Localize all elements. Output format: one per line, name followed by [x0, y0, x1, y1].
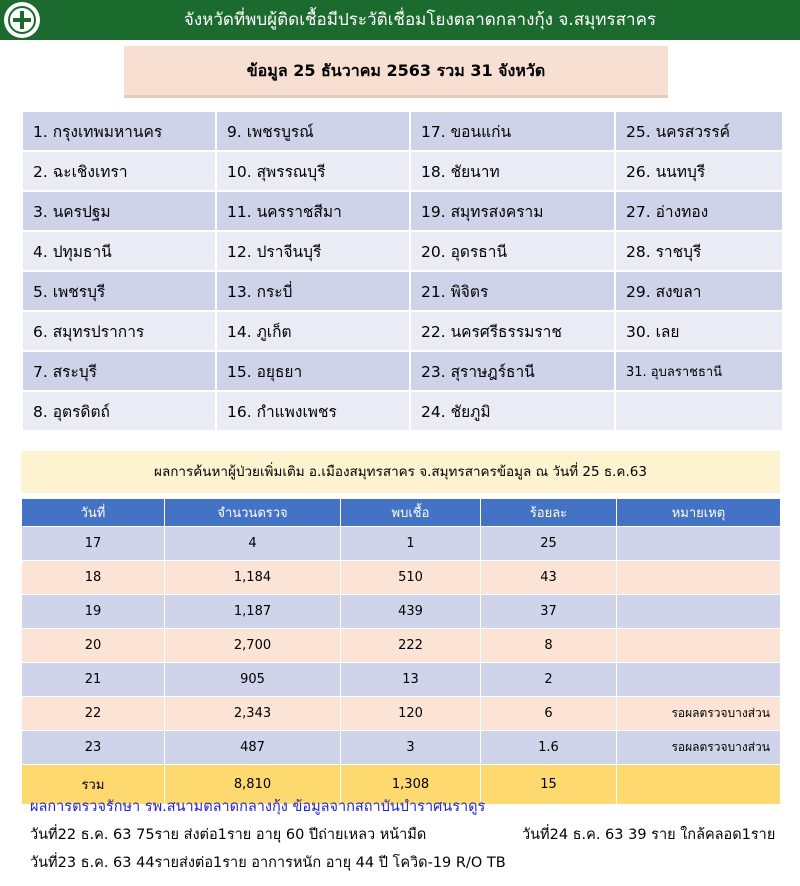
table-cell: 1,187: [165, 595, 341, 629]
col-header-percent: ร้อยละ: [481, 499, 617, 527]
province-cell: 9. เพชรบูรณ์: [216, 111, 410, 151]
ministry-logo-icon: [4, 2, 40, 38]
province-row: [22, 111, 783, 151]
province-cell: 10. สุพรรณบุรี: [216, 151, 410, 191]
province-cell: 19. สมุทรสงคราม: [410, 191, 615, 231]
province-cell: [615, 391, 783, 431]
province-row: [22, 311, 783, 351]
footer-note-22: วันที่22 ธ.ค. 63 75ราย ส่งต่อ1ราย อายุ 60 ปีถ่ายเหลว หน้ามืด: [30, 827, 427, 843]
table-cell: รอผลตรวจบางส่วน: [617, 731, 781, 765]
total-cell: 15: [481, 765, 617, 805]
province-cell: 14. ภูเก็ต: [216, 311, 410, 351]
province-cell: 11. นครราชสีมา: [216, 191, 410, 231]
province-row: [22, 351, 783, 391]
table-cell: [617, 595, 781, 629]
table-row: [22, 697, 781, 731]
col-header-date: วันที่: [22, 499, 165, 527]
province-cell: 7. สระบุรี: [22, 351, 216, 391]
table-cell: 6: [481, 697, 617, 731]
table-row: [22, 527, 781, 561]
province-cell: 23. สุราษฎร์ธานี: [410, 351, 615, 391]
province-cell: 26. นนทบุรี: [615, 151, 783, 191]
total-cell: [617, 765, 781, 805]
province-row: [22, 391, 783, 431]
table-cell: 4: [165, 527, 341, 561]
date-summary-banner: ข้อมูล 25 ธันวาคม 2563 รวม 31 จังหวัด: [124, 46, 668, 98]
province-cell: 16. กำแพงเพชร: [216, 391, 410, 431]
table-cell: 222: [341, 629, 481, 663]
table-cell: 1.6: [481, 731, 617, 765]
table-cell: 2,700: [165, 629, 341, 663]
province-cell: 29. สงขลา: [615, 271, 783, 311]
table-cell: 25: [481, 527, 617, 561]
table-row: [22, 629, 781, 663]
col-header-positive: พบเชื้อ: [341, 499, 481, 527]
page-title: จังหวัดที่พบผู้ติดเชื้อมีประวัติเชื่อมโยงตลาดกลางกุ้ง จ.สมุทรสาคร: [183, 10, 657, 30]
table-cell: 18: [22, 561, 165, 595]
table-row: [22, 595, 781, 629]
table-cell: 21: [22, 663, 165, 697]
table-cell: 3: [341, 731, 481, 765]
results-title: ผลการค้นหาผู้ป่วยเพิ่มเติม อ.เมืองสมุทรสาคร จ.สมุทรสาครข้อมูล ณ วันที่ 25 ธ.ค.63: [21, 451, 780, 493]
province-cell: 28. ราชบุรี: [615, 231, 783, 271]
table-cell: [617, 527, 781, 561]
table-cell: 13: [341, 663, 481, 697]
table-cell: 43: [481, 561, 617, 595]
province-row: [22, 191, 783, 231]
table-cell: 510: [341, 561, 481, 595]
province-cell: 21. พิจิตร: [410, 271, 615, 311]
table-cell: 905: [165, 663, 341, 697]
province-cell: 20. อุดรธานี: [410, 231, 615, 271]
results-table: [21, 498, 781, 805]
province-cell: 24. ชัยภูมิ: [410, 391, 615, 431]
province-table: [21, 110, 784, 432]
footer-note-23: วันที่23 ธ.ค. 63 44รายส่งต่อ1ราย อาการหนัก อายุ 44 ปี โควิด-19 R/O TB: [30, 855, 506, 871]
col-header-note: หมายเหตุ: [617, 499, 781, 527]
province-cell: 12. ปราจีนบุรี: [216, 231, 410, 271]
province-cell: 3. นครปฐม: [22, 191, 216, 231]
province-cell: 8. อุตรดิตถ์: [22, 391, 216, 431]
table-cell: รอผลตรวจบางส่วน: [617, 697, 781, 731]
province-cell: 15. อยุธยา: [216, 351, 410, 391]
table-cell: [617, 663, 781, 697]
table-cell: 37: [481, 595, 617, 629]
province-cell: 5. เพชรบุรี: [22, 271, 216, 311]
province-row: [22, 231, 783, 271]
footer-note-24: วันที่24 ธ.ค. 63 39 ราย ใกล้คลอด1ราย: [522, 827, 776, 843]
table-row: [22, 561, 781, 595]
table-cell: 22: [22, 697, 165, 731]
table-cell: 2,343: [165, 697, 341, 731]
province-cell: 1. กรุงเทพมหานคร: [22, 111, 216, 151]
province-cell: 4. ปทุมธานี: [22, 231, 216, 271]
table-row: [22, 663, 781, 697]
province-cell: 31. อุบลราชธานี: [615, 351, 783, 391]
province-cell: 17. ขอนแก่น: [410, 111, 615, 151]
province-cell: 2. ฉะเชิงเทรา: [22, 151, 216, 191]
province-cell: 25. นครสวรรค์: [615, 111, 783, 151]
header-bar: [0, 0, 800, 40]
results-header-row: [22, 499, 781, 527]
table-cell: 19: [22, 595, 165, 629]
table-cell: 439: [341, 595, 481, 629]
province-cell: 30. เลย: [615, 311, 783, 351]
table-cell: 2: [481, 663, 617, 697]
table-cell: [617, 629, 781, 663]
province-cell: 18. ชัยนาท: [410, 151, 615, 191]
table-cell: 1,184: [165, 561, 341, 595]
province-cell: 13. กระบี่: [216, 271, 410, 311]
province-cell: 6. สมุทรปราการ: [22, 311, 216, 351]
total-cell: 8,810: [165, 765, 341, 805]
province-row: [22, 151, 783, 191]
total-cell: รวม: [22, 765, 165, 805]
table-cell: 487: [165, 731, 341, 765]
treatment-results-title: ผลการตรวจรักษา รพ.สนามตลาดกลางกุ้ง ข้อมูลจากสถาบันบำราศนราดูร: [30, 799, 486, 815]
table-row: [22, 731, 781, 765]
province-cell: 27. อ่างทอง: [615, 191, 783, 231]
table-cell: 23: [22, 731, 165, 765]
province-cell: 22. นครศรีธรรมราช: [410, 311, 615, 351]
table-cell: 120: [341, 697, 481, 731]
total-cell: 1,308: [341, 765, 481, 805]
table-cell: 17: [22, 527, 165, 561]
table-cell: 1: [341, 527, 481, 561]
table-cell: 20: [22, 629, 165, 663]
table-cell: [617, 561, 781, 595]
province-row: [22, 271, 783, 311]
table-cell: 8: [481, 629, 617, 663]
col-header-tested: จำนวนตรวจ: [165, 499, 341, 527]
